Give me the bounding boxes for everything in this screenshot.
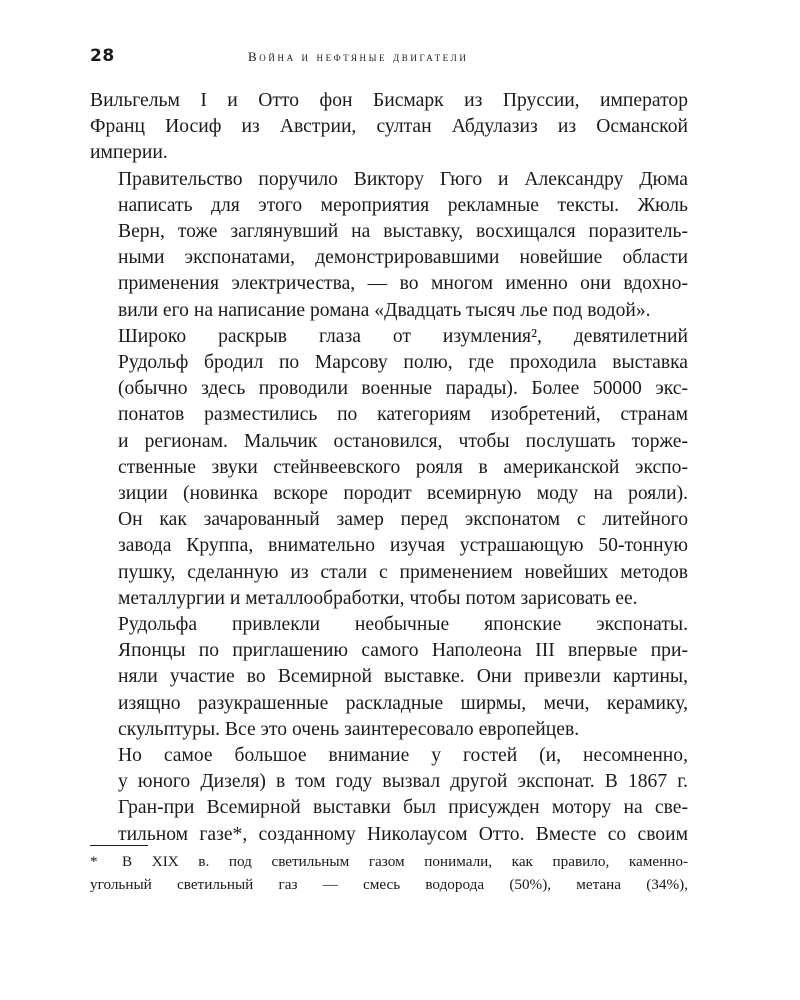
text-line: (обычно здесь проводили военные парады). Более 50000 экс- <box>118 378 688 400</box>
text-line: Широко раскрыв глаза от изумления², девятилетний <box>118 325 688 347</box>
text-line: Гран-при Всемирной выставки был присужден мотору на све- <box>118 797 688 819</box>
page-number: 28 <box>90 46 115 66</box>
text-line: тильном газе*, созданному Николаусом Отто. Вместе со своим <box>118 823 688 845</box>
text-line: написать для этого мероприятия рекламные тексты. Жюль <box>118 194 688 216</box>
paragraph <box>90 743 688 848</box>
text-line: у юного Дизеля) в том году вызвал другой экспонат. В 1867 г. <box>118 771 688 793</box>
text-line: Верн, тоже заглянувший на выставку, восхищался поразитель- <box>118 221 688 243</box>
text-line: Японцы по приглашению самого Наполеона III впервые при- <box>118 640 688 662</box>
text-line: ными экспонатами, демонстрировавшими новейшие области <box>118 247 688 269</box>
text-line: Но самое большое внимание у гостей (и, несомненно, <box>118 745 688 767</box>
text-line: завода Круппа, внимательно изучая устрашающую 50-тонную <box>118 535 688 557</box>
text-line: Правительство поручило Виктору Гюго и Александру Дюма <box>118 168 688 190</box>
text-line: няли участие во Всемирной выставке. Они привезли картины, <box>118 666 688 688</box>
body-text <box>90 88 688 848</box>
paragraph <box>90 612 688 743</box>
page-header <box>90 46 706 72</box>
footnote-text <box>90 850 688 896</box>
text-line: Он как зачарованный замер перед экспонатом с литейного <box>118 509 688 531</box>
footnote <box>90 850 688 896</box>
paragraph <box>90 88 688 167</box>
paragraph <box>90 167 688 324</box>
text-line: Рудольф бродил по Марсову полю, где проходила выставка <box>118 352 688 374</box>
footnote-mark: * <box>90 853 98 870</box>
text-line: зиции (новинка вскоре породит всемирную моду на рояли). <box>118 483 688 505</box>
text-line: Вильгельм I и Отто фон Бисмарк из Пруссии, император <box>90 90 688 111</box>
running-head: Война и нефтяные двигатели <box>248 49 469 64</box>
text-line: изящно разукрашенные раскладные ширмы, мечи, керамику, <box>118 692 688 714</box>
footnote-rule <box>90 845 148 846</box>
paragraph <box>90 324 688 612</box>
text-line: Франц Иосиф из Австрии, султан Абдулазиз из Османской <box>90 116 688 138</box>
text-line: Рудольфа привлекли необычные японские экспонаты. <box>118 614 688 636</box>
text-line: вили его на написание романа «Двадцать тысяч лье под водой». <box>118 299 651 321</box>
footnote-line: угольный светильный газ — смесь водорода (50%), метана (34%), <box>90 876 688 893</box>
text-line: пушку, сделанную из стали с применением новейших методов <box>118 561 688 583</box>
text-line: ственные звуки стейнвеевского рояля в американской экспо- <box>118 456 688 478</box>
text-line: и регионам. Мальчик остановился, чтобы послушать торже- <box>118 430 688 452</box>
text-line: понатов разместились по категориям изобретений, странам <box>118 404 688 426</box>
footnote-line: В XIX в. под светильным газом понимали, как правило, каменно- <box>122 853 688 870</box>
text-line: применения электричества, — во многом именно они вдохно- <box>118 273 688 295</box>
text-line: металлургии и металлообработки, чтобы потом зарисовать ее. <box>118 587 638 609</box>
text-line: скульптуры. Все это очень заинтересовало европейцев. <box>118 718 580 740</box>
text-line: империи. <box>90 142 168 164</box>
